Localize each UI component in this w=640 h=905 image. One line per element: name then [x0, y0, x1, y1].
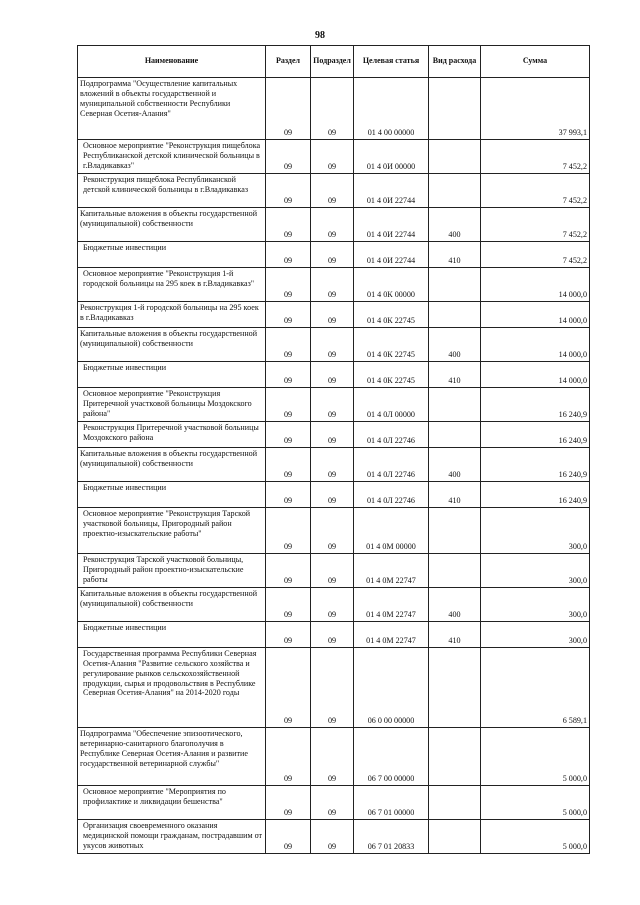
row-sum: 7 452,2	[481, 140, 590, 174]
row-subsection: 09	[311, 208, 354, 242]
table-row	[78, 242, 590, 268]
row-section: 09	[266, 362, 311, 388]
row-subsection: 09	[311, 554, 354, 588]
row-target-article: 06 7 01 20833	[354, 820, 429, 854]
row-expense-kind	[429, 78, 481, 140]
row-sum: 16 240,9	[481, 482, 590, 508]
row-expense-kind: 400	[429, 208, 481, 242]
row-target-article: 01 4 0И 00000	[354, 140, 429, 174]
row-name: Капитальные вложения в объекты государственной (муниципальной) собственности	[78, 448, 266, 482]
table-row	[78, 362, 590, 388]
table-row	[78, 588, 590, 622]
row-expense-kind: 410	[429, 362, 481, 388]
row-target-article: 01 4 0Л 22746	[354, 482, 429, 508]
row-expense-kind	[429, 820, 481, 854]
table-row	[78, 648, 590, 728]
row-sum: 16 240,9	[481, 388, 590, 422]
row-section: 09	[266, 482, 311, 508]
table-row	[78, 622, 590, 648]
row-subsection: 09	[311, 622, 354, 648]
row-section: 09	[266, 728, 311, 786]
row-subsection: 09	[311, 242, 354, 268]
row-subsection: 09	[311, 422, 354, 448]
row-section: 09	[266, 622, 311, 648]
row-sum: 5 000,0	[481, 728, 590, 786]
row-target-article: 06 7 00 00000	[354, 728, 429, 786]
row-subsection: 09	[311, 786, 354, 820]
row-sum: 300,0	[481, 554, 590, 588]
header-subsection: Подраздел	[311, 46, 354, 78]
table-row	[78, 174, 590, 208]
row-sum: 14 000,0	[481, 362, 590, 388]
row-expense-kind	[429, 268, 481, 302]
row-subsection: 09	[311, 174, 354, 208]
row-name: Капитальные вложения в объекты государственной (муниципальной) собственности	[78, 588, 266, 622]
header-name: Наименование	[78, 46, 266, 78]
row-target-article: 06 0 00 00000	[354, 648, 429, 728]
row-subsection: 09	[311, 588, 354, 622]
row-target-article: 01 4 0К 22745	[354, 328, 429, 362]
row-target-article: 01 4 0Л 22746	[354, 422, 429, 448]
row-name: Реконструкция пищеблока Республиканской детской клинической больницы в г.Владикавказ	[78, 174, 266, 208]
table-row	[78, 328, 590, 362]
table-row	[78, 268, 590, 302]
row-expense-kind	[429, 422, 481, 448]
row-section: 09	[266, 422, 311, 448]
row-sum: 6 589,1	[481, 648, 590, 728]
row-expense-kind: 410	[429, 242, 481, 268]
table-row	[78, 820, 590, 854]
row-expense-kind	[429, 728, 481, 786]
row-name: Основное мероприятие "Реконструкция Притеречной участковой больницы Моздокского района"	[78, 388, 266, 422]
table-row	[78, 508, 590, 554]
row-sum: 300,0	[481, 508, 590, 554]
row-target-article: 01 4 0М 00000	[354, 508, 429, 554]
row-section: 09	[266, 242, 311, 268]
row-section: 09	[266, 78, 311, 140]
table-row	[78, 728, 590, 786]
row-section: 09	[266, 302, 311, 328]
row-section: 09	[266, 328, 311, 362]
row-section: 09	[266, 140, 311, 174]
row-section: 09	[266, 388, 311, 422]
row-sum: 14 000,0	[481, 302, 590, 328]
row-name: Бюджетные инвестиции	[78, 622, 266, 648]
row-target-article: 01 4 0К 00000	[354, 268, 429, 302]
row-target-article: 01 4 0М 22747	[354, 588, 429, 622]
row-sum: 300,0	[481, 622, 590, 648]
row-section: 09	[266, 448, 311, 482]
row-subsection: 09	[311, 448, 354, 482]
row-sum: 7 452,2	[481, 242, 590, 268]
row-section: 09	[266, 508, 311, 554]
row-section: 09	[266, 268, 311, 302]
row-name: Реконструкция Тарской участковой больницы, Пригородный район проектно-изыскательские работы	[78, 554, 266, 588]
row-subsection: 09	[311, 820, 354, 854]
row-target-article: 01 4 0К 22745	[354, 302, 429, 328]
table-body	[78, 78, 590, 854]
row-subsection: 09	[311, 78, 354, 140]
row-sum: 300,0	[481, 588, 590, 622]
row-section: 09	[266, 786, 311, 820]
row-section: 09	[266, 174, 311, 208]
header-target-article: Целевая статья	[354, 46, 429, 78]
row-subsection: 09	[311, 728, 354, 786]
row-expense-kind	[429, 648, 481, 728]
row-name: Бюджетные инвестиции	[78, 362, 266, 388]
row-name: Капитальные вложения в объекты государственной (муниципальной) собственности	[78, 208, 266, 242]
row-sum: 37 993,1	[481, 78, 590, 140]
row-name: Бюджетные инвестиции	[78, 242, 266, 268]
row-name: Основное мероприятие "Мероприятия по профилактике и ликвидации бешенства"	[78, 786, 266, 820]
row-subsection: 09	[311, 648, 354, 728]
row-name: Реконструкция Притеречной участковой больницы Моздокского района	[78, 422, 266, 448]
row-target-article: 01 4 0М 22747	[354, 622, 429, 648]
row-expense-kind: 400	[429, 448, 481, 482]
row-sum: 16 240,9	[481, 422, 590, 448]
row-section: 09	[266, 208, 311, 242]
row-subsection: 09	[311, 328, 354, 362]
row-sum: 14 000,0	[481, 328, 590, 362]
row-expense-kind	[429, 786, 481, 820]
header-section: Раздел	[266, 46, 311, 78]
row-section: 09	[266, 648, 311, 728]
table-row	[78, 140, 590, 174]
table-row	[78, 422, 590, 448]
row-section: 09	[266, 554, 311, 588]
row-section: 09	[266, 588, 311, 622]
table-row	[78, 448, 590, 482]
row-target-article: 06 7 01 00000	[354, 786, 429, 820]
row-subsection: 09	[311, 482, 354, 508]
table-row	[78, 78, 590, 140]
row-name: Государственная программа Республики Северная Осетия-Алания "Развитие сельского хозяйства и регулирование рынков сельскохозяйственной продукции, сырья и продовольствия в Республике Северная Осетия-Алания" на 2014-2020 годы	[78, 648, 266, 728]
table-row	[78, 786, 590, 820]
table-row	[78, 208, 590, 242]
row-section: 09	[266, 820, 311, 854]
row-name: Основное мероприятие "Реконструкция 1-й городской больницы на 295 коек в г.Владикавказ"	[78, 268, 266, 302]
row-sum: 16 240,9	[481, 448, 590, 482]
row-sum: 7 452,2	[481, 208, 590, 242]
row-target-article: 01 4 0И 22744	[354, 208, 429, 242]
row-name: Основное мероприятие "Реконструкция пищеблока Республиканской детской клинической больницы в г.Владикавказ"	[78, 140, 266, 174]
row-expense-kind	[429, 508, 481, 554]
row-target-article: 01 4 0И 22744	[354, 174, 429, 208]
header-expense-kind: Вид расхода	[429, 46, 481, 78]
row-expense-kind	[429, 302, 481, 328]
row-expense-kind	[429, 174, 481, 208]
table-row	[78, 302, 590, 328]
row-expense-kind: 400	[429, 588, 481, 622]
row-subsection: 09	[311, 302, 354, 328]
row-sum: 14 000,0	[481, 268, 590, 302]
row-expense-kind: 410	[429, 482, 481, 508]
row-name: Капитальные вложения в объекты государственной (муниципальной) собственности	[78, 328, 266, 362]
row-name: Организация своевременного оказания медицинской помощи гражданам, пострадавшим от укусов животных	[78, 820, 266, 854]
row-target-article: 01 4 0И 22744	[354, 242, 429, 268]
budget-table	[77, 45, 590, 854]
row-expense-kind: 400	[429, 328, 481, 362]
row-sum: 5 000,0	[481, 820, 590, 854]
row-name: Бюджетные инвестиции	[78, 482, 266, 508]
row-name: Основное мероприятие "Реконструкция Тарской участковой больницы, Пригородный район проектно-изыскательские работы"	[78, 508, 266, 554]
table-header-row	[78, 46, 590, 78]
row-expense-kind	[429, 388, 481, 422]
table-row	[78, 388, 590, 422]
row-subsection: 09	[311, 362, 354, 388]
row-target-article: 01 4 0Л 22746	[354, 448, 429, 482]
page-number: 98	[315, 30, 325, 41]
table-row	[78, 554, 590, 588]
row-target-article: 01 4 0М 22747	[354, 554, 429, 588]
row-target-article: 01 4 0Л 00000	[354, 388, 429, 422]
row-name: Реконструкция 1-й городской больницы на 295 коек в г.Владикавказ	[78, 302, 266, 328]
row-subsection: 09	[311, 388, 354, 422]
row-subsection: 09	[311, 508, 354, 554]
row-name: Подпрограмма "Обеспечение эпизоотического, ветеринарно-санитарного благополучия в Республике Северная Осетия-Алания и развитие государственной ветеринарной службы"	[78, 728, 266, 786]
table-row	[78, 482, 590, 508]
row-expense-kind	[429, 140, 481, 174]
row-subsection: 09	[311, 140, 354, 174]
row-expense-kind	[429, 554, 481, 588]
row-target-article: 01 4 0К 22745	[354, 362, 429, 388]
row-sum: 5 000,0	[481, 786, 590, 820]
header-sum: Сумма	[481, 46, 590, 78]
row-expense-kind: 410	[429, 622, 481, 648]
row-name: Подпрограмма "Осуществление капитальных вложений в объекты государственной и муниципальной собственности Республики Северная Осетия-Алания"	[78, 78, 266, 140]
row-sum: 7 452,2	[481, 174, 590, 208]
row-target-article: 01 4 00 00000	[354, 78, 429, 140]
row-subsection: 09	[311, 268, 354, 302]
